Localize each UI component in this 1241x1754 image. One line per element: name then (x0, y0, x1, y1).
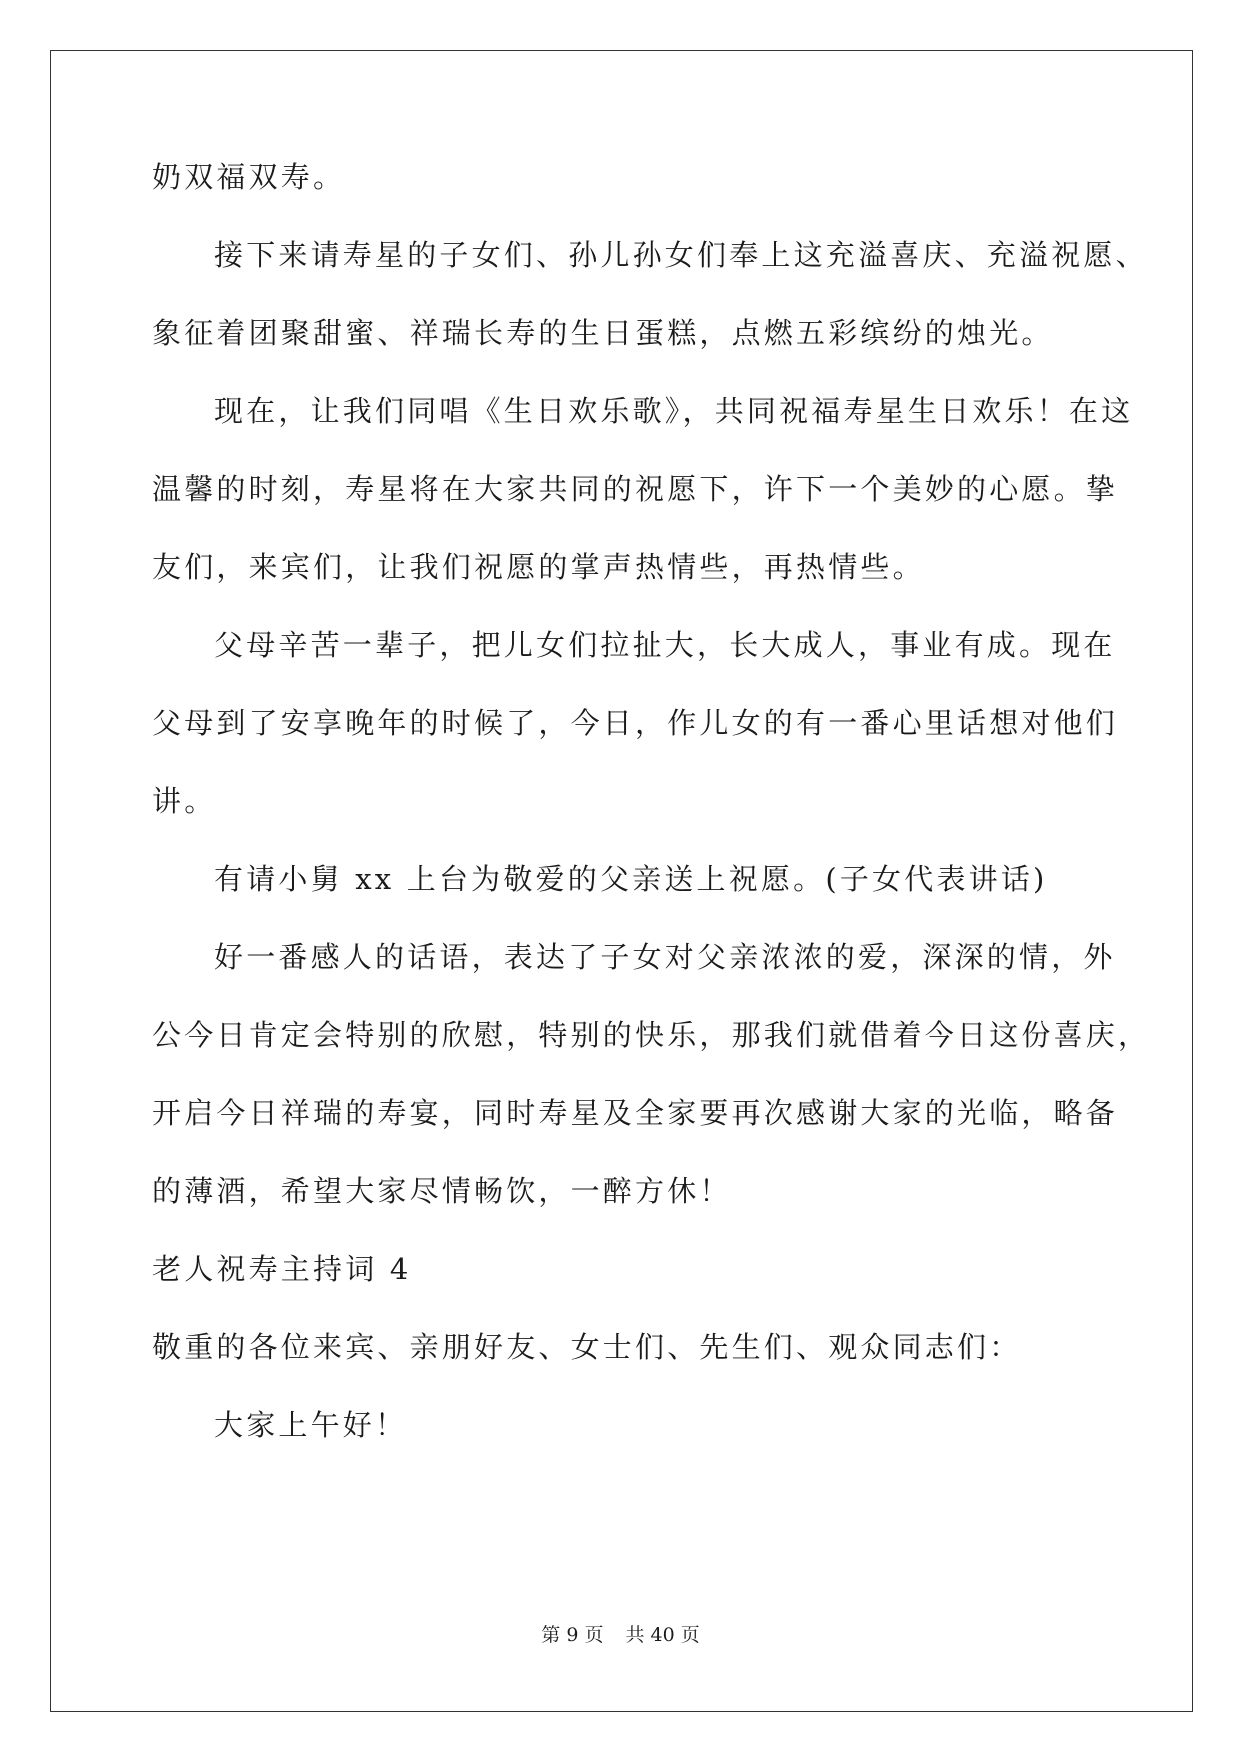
text-line: 开启今日祥瑞的寿宴，同时寿星及全家要再次感谢大家的光临，略备 (152, 1096, 1119, 1130)
text-line: 公今日肯定会特别的欣慰，特别的快乐，那我们就借着今日这份喜庆， (152, 1018, 1151, 1052)
text-line: 现在，让我们同唱《生日欢乐歌》，共同祝福寿星生日欢乐！在这 (214, 394, 1134, 428)
text-line: 温馨的时刻，寿星将在大家共同的祝愿下，许下一个美妙的心愿。挚 (152, 472, 1119, 506)
text-line: 讲。 (152, 784, 217, 818)
text-line: 友们，来宾们，让我们祝愿的掌声热情些，再热情些。 (152, 550, 925, 584)
text-line: 奶双福双寿。 (152, 160, 346, 194)
section-heading: 老人祝寿主持词 4 (152, 1252, 412, 1286)
text-line: 的薄酒，希望大家尽情畅饮，一醉方休！ (152, 1174, 732, 1208)
page-number: 第 9 页 (541, 1624, 604, 1646)
text-line: 有请小舅 xx 上台为敬爱的父亲送上祝愿。(子女代表讲话) (214, 862, 1048, 896)
text-line: 象征着团聚甜蜜、祥瑞长寿的生日蛋糕，点燃五彩缤纷的烛光。 (152, 316, 1054, 350)
text-line: 父母辛苦一辈子，把儿女们拉扯大，长大成人，事业有成。现在 (214, 628, 1116, 662)
text-line: 大家上午好！ (214, 1408, 408, 1442)
page-total: 共 40 页 (625, 1624, 700, 1646)
text-line: 父母到了安享晚年的时候了，今日，作儿女的有一番心里话想对他们 (152, 706, 1119, 740)
text-line: 接下来请寿星的子女们、孙儿孙女们奉上这充溢喜庆、充溢祝愿、 (214, 238, 1148, 272)
page-footer (0, 1623, 1241, 1647)
text-line: 好一番感人的话语，表达了子女对父亲浓浓的爱，深深的情，外 (214, 940, 1116, 974)
text-line: 敬重的各位来宾、亲朋好友、女士们、先生们、观众同志们： (152, 1330, 1022, 1364)
